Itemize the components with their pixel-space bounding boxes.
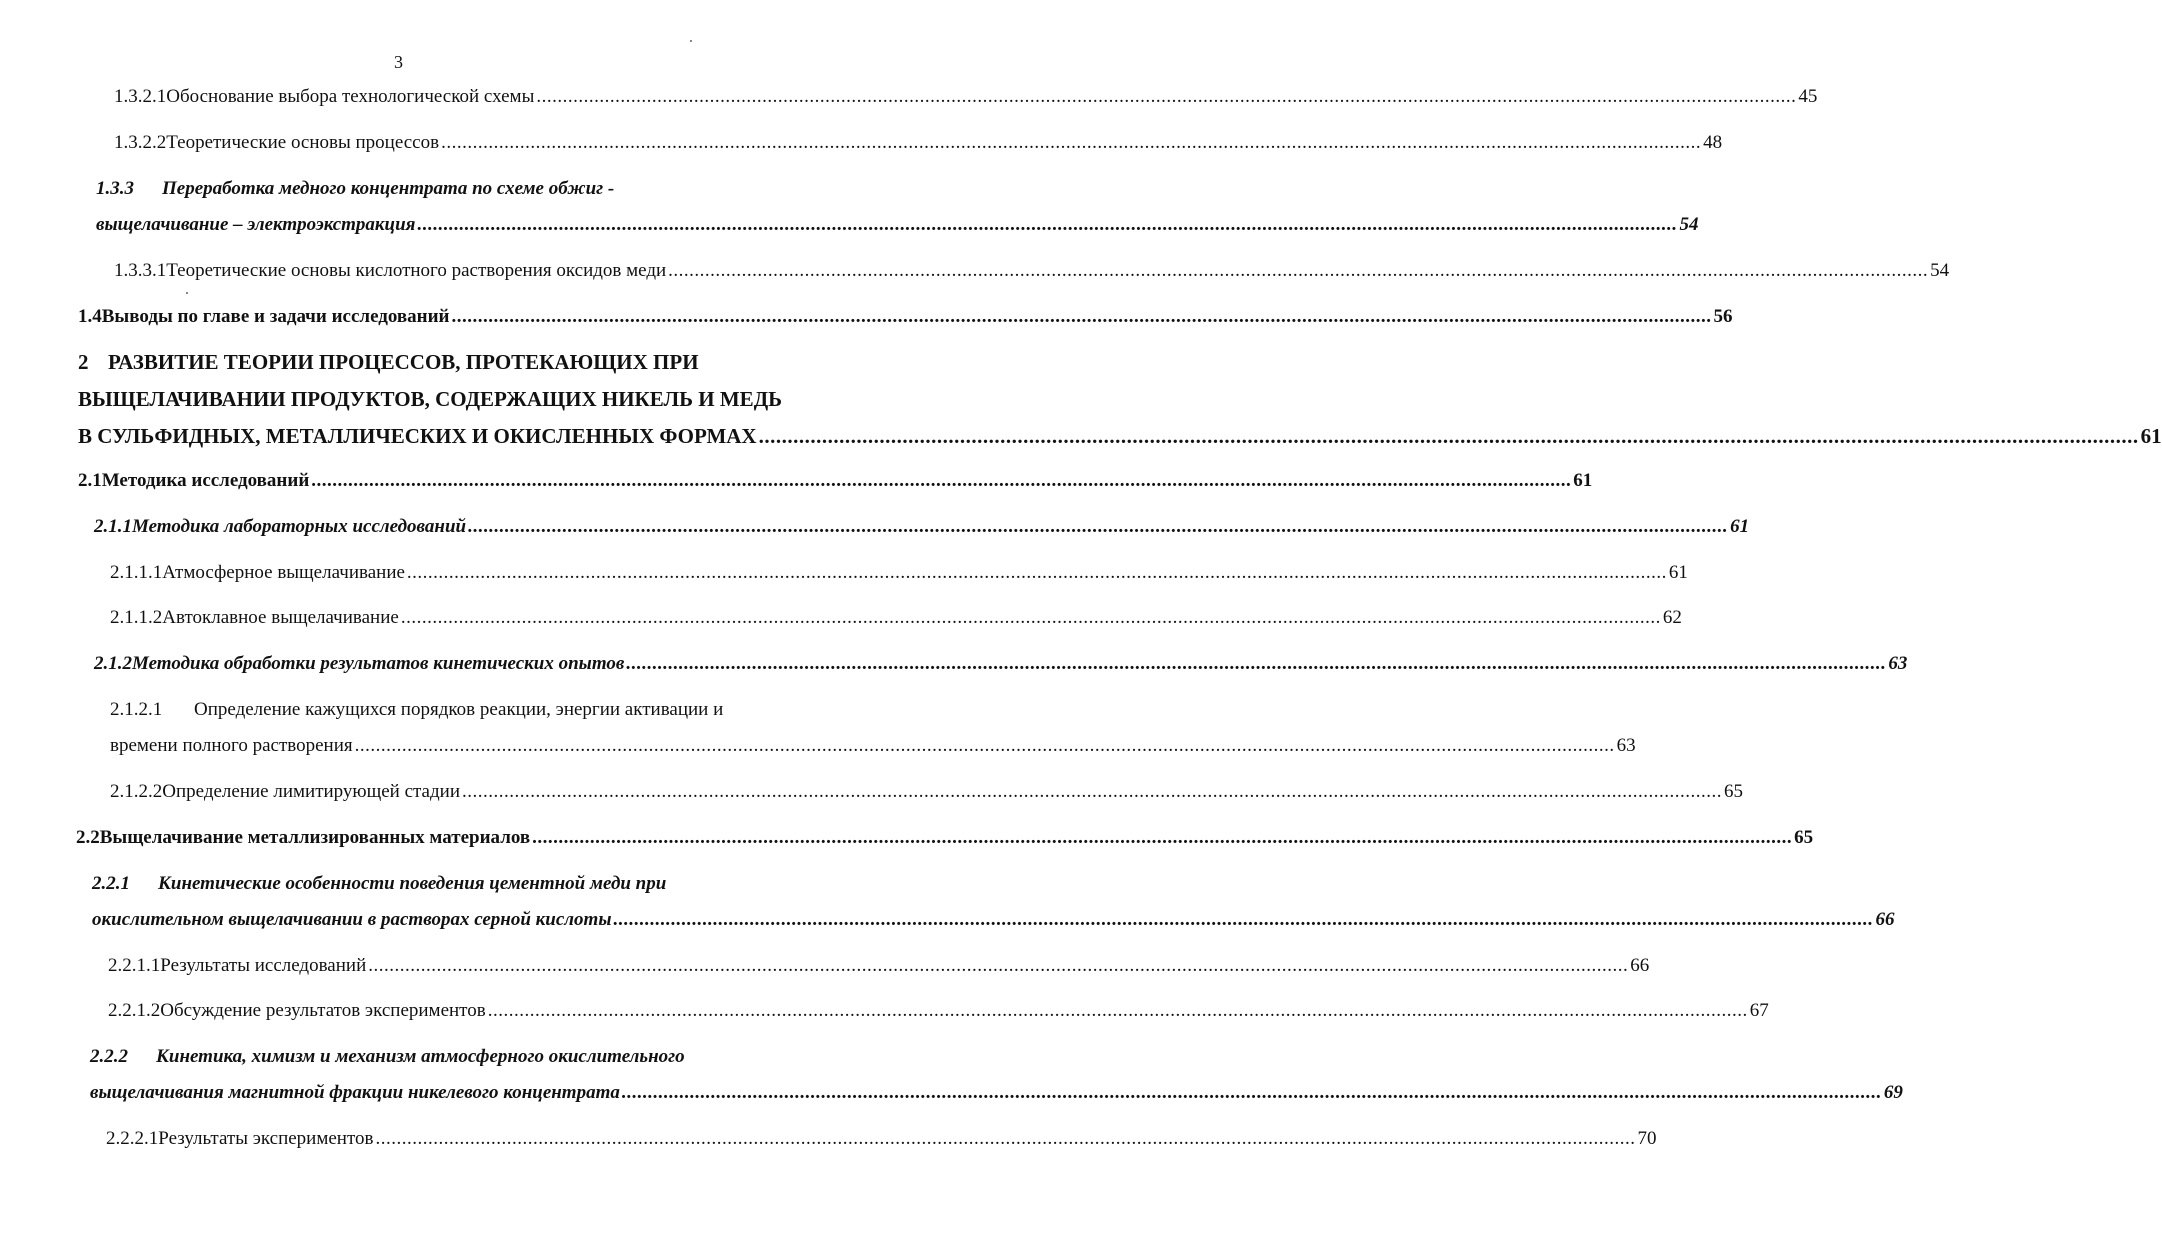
toc-entry-title: Определение кажущихся порядков реакции, энергии активации и — [194, 699, 724, 720]
toc-entry-title: Результаты экспериментов — [158, 1128, 374, 1149]
toc-entry-page: 54 — [1679, 214, 1699, 235]
toc-entry-number: 2.1.2.2 — [110, 781, 163, 802]
leader-dots — [468, 516, 1728, 538]
toc-entry-title: времени полного растворения — [110, 735, 353, 756]
toc-entry-title: выщелачивание – электроэкстракция — [96, 214, 416, 235]
toc-entry-1-3-3-line2[interactable] — [96, 214, 1699, 236]
toc-entry-2-2[interactable] — [76, 827, 1814, 849]
toc-entry-title: Теоретические основы кислотного растворения оксидов меди — [166, 260, 667, 281]
toc-entry-number: 2 — [78, 350, 89, 374]
toc-entry-1-3-2-2[interactable] — [114, 132, 1723, 154]
leader-dots — [311, 470, 1571, 492]
leader-dots — [441, 132, 1701, 154]
toc-entry-number: 1.3.2.1 — [114, 86, 167, 107]
toc-entry-2-2-2-line2[interactable] — [90, 1082, 1903, 1104]
toc-entry-2-2-1-line1[interactable] — [92, 873, 666, 895]
leader-dots — [355, 735, 1615, 757]
toc-entry-2-1-2-2[interactable] — [110, 781, 1743, 803]
toc-entry-title: Результаты исследований — [160, 955, 367, 976]
toc-entry-title: Обоснование выбора технологической схемы — [166, 86, 535, 107]
leader-dots — [407, 562, 1667, 584]
leader-dots — [626, 653, 1886, 675]
toc-entry-title: ВЫЩЕЛАЧИВАНИИ ПРОДУКТОВ, СОДЕРЖАЩИХ НИКЕЛЬ И МЕДЬ — [78, 387, 783, 411]
toc-entry-number: 2.1.2.1 — [110, 699, 163, 720]
toc-entry-page: 70 — [1637, 1128, 1657, 1149]
toc-entry-number: 1.3.3 — [96, 178, 134, 199]
toc-entry-2-2-1-2[interactable] — [108, 1000, 1769, 1022]
toc-entry-page: 66 — [1875, 909, 1895, 930]
toc-entry-2-2-1-line2[interactable] — [92, 909, 1895, 931]
toc-entry-number: 2.2.2 — [90, 1046, 128, 1067]
toc-entry-2-2-2-line1[interactable] — [90, 1046, 685, 1068]
toc-entry-page: 61 — [1573, 470, 1593, 491]
toc-entry-title: Теоретические основы процессов — [166, 132, 440, 153]
leader-dots — [368, 955, 1628, 977]
page-number: 3 — [394, 52, 403, 72]
toc-entry-number: 2.2.2.1 — [106, 1128, 159, 1149]
toc-entry-title: Обсуждение результатов экспериментов — [160, 1000, 486, 1021]
toc-entry-2-1-1[interactable] — [94, 516, 1750, 538]
toc-entry-title: Выщелачивание металлизированных материалов — [99, 827, 531, 848]
toc-entry-number: 2.2.1 — [92, 873, 130, 894]
toc-entry-title: окислительном выщелачивании в растворах серной кислоты — [92, 909, 612, 930]
toc-entry-title: Атмосферное выщелачивание — [162, 562, 405, 583]
toc-entry-1-3-3-1[interactable] — [114, 260, 1950, 282]
toc-entry-2-1-2-1-line1[interactable] — [110, 699, 723, 721]
toc-entry-title: РАЗВИТИЕ ТЕОРИИ ПРОЦЕССОВ, ПРОТЕКАЮЩИХ ПРИ — [108, 350, 699, 374]
scan-speck — [690, 40, 692, 42]
scan-speck — [186, 292, 188, 294]
toc-entry-page: 45 — [1798, 86, 1818, 107]
toc-chapter-2-line1[interactable] — [78, 350, 699, 374]
toc-entry-title: выщелачивания магнитной фракции никелевого концентрата — [90, 1082, 620, 1103]
toc-entry-page: 67 — [1749, 1000, 1769, 1021]
toc-entry-number: 2.1.2 — [94, 653, 132, 674]
toc-entry-page: 56 — [1713, 306, 1733, 327]
toc-entry-title: Методика обработки результатов кинетических опытов — [132, 653, 625, 674]
toc-entry-number: 2.1.1.1 — [110, 562, 163, 583]
toc-entry-page: 62 — [1662, 607, 1682, 628]
toc-entry-page: 48 — [1703, 132, 1723, 153]
toc-entry-number: 1.3.3.1 — [114, 260, 167, 281]
leader-dots — [462, 781, 1722, 803]
toc-entry-page: 54 — [1930, 260, 1950, 281]
toc-entry-page: 61 — [1730, 516, 1750, 537]
toc-entry-number: 2.1 — [78, 470, 102, 491]
leader-dots — [536, 86, 1796, 108]
toc-entry-page: 61 — [2140, 424, 2162, 448]
toc-entry-title: Кинетика, химизм и механизм атмосферного окислительного — [156, 1046, 685, 1067]
leader-dots — [614, 909, 1874, 931]
toc-entry-title: В СУЛЬФИДНЫХ, МЕТАЛЛИЧЕСКИХ И ОКИСЛЕННЫХ ФОРМАХ — [78, 424, 757, 448]
toc-entry-title: Автоклавное выщелачивание — [162, 607, 399, 628]
toc-entry-title: Методика исследований — [101, 470, 310, 491]
toc-entry-page: 65 — [1724, 781, 1743, 802]
leader-dots — [488, 1000, 1748, 1022]
leader-dots — [622, 1082, 1882, 1104]
toc-entry-number: 2.1.1.2 — [110, 607, 163, 628]
toc-chapter-2-line2[interactable] — [78, 387, 782, 411]
toc-entry-1-3-3-line1[interactable] — [96, 178, 614, 200]
toc-entry-number: 2.2.1.1 — [108, 955, 161, 976]
toc-entry-number: 2.1.1 — [94, 516, 132, 537]
toc-entry-page: 69 — [1883, 1082, 1903, 1103]
toc-entry-title: Методика лабораторных исследований — [132, 516, 467, 537]
leader-dots — [417, 214, 1677, 236]
leader-dots — [375, 1128, 1635, 1150]
toc-entry-2-1[interactable] — [78, 470, 1593, 492]
toc-entry-number: 2.2.1.2 — [108, 1000, 161, 1021]
toc-entry-number: 1.4 — [78, 306, 102, 327]
toc-entry-title: Выводы по главе и задачи исследований — [101, 306, 450, 327]
leader-dots — [759, 424, 2139, 448]
toc-entry-2-1-1-1[interactable] — [110, 562, 1688, 584]
toc-entry-2-1-2-1-line2[interactable] — [110, 735, 1636, 757]
toc-entry-page: 65 — [1794, 827, 1814, 848]
toc-entry-2-1-2[interactable] — [94, 653, 1908, 675]
toc-entry-title: Определение лимитирующей стадии — [162, 781, 460, 802]
leader-dots — [452, 306, 1712, 328]
toc-entry-1-3-2-1[interactable] — [114, 86, 1818, 108]
toc-entry-2-2-2-1[interactable] — [106, 1128, 1657, 1150]
toc-entry-2-1-1-2[interactable] — [110, 607, 1682, 629]
toc-entry-2-2-1-1[interactable] — [108, 955, 1650, 977]
toc-entry-title: Кинетические особенности поведения цементной меди при — [158, 873, 667, 894]
leader-dots — [401, 607, 1661, 629]
toc-chapter-2-line3[interactable] — [78, 424, 2162, 448]
toc-entry-1-4[interactable] — [78, 306, 1733, 328]
toc-entry-page: 63 — [1888, 653, 1908, 674]
toc-entry-number: 2.2 — [76, 827, 100, 848]
leader-dots — [532, 827, 1792, 849]
toc-entry-page: 66 — [1630, 955, 1650, 976]
toc-entry-title: Переработка медного концентрата по схеме обжиг - — [162, 178, 615, 199]
toc-entry-number: 1.3.2.2 — [114, 132, 167, 153]
toc-entry-page: 63 — [1616, 735, 1636, 756]
leader-dots — [668, 260, 1928, 282]
toc-entry-page: 61 — [1668, 562, 1688, 583]
